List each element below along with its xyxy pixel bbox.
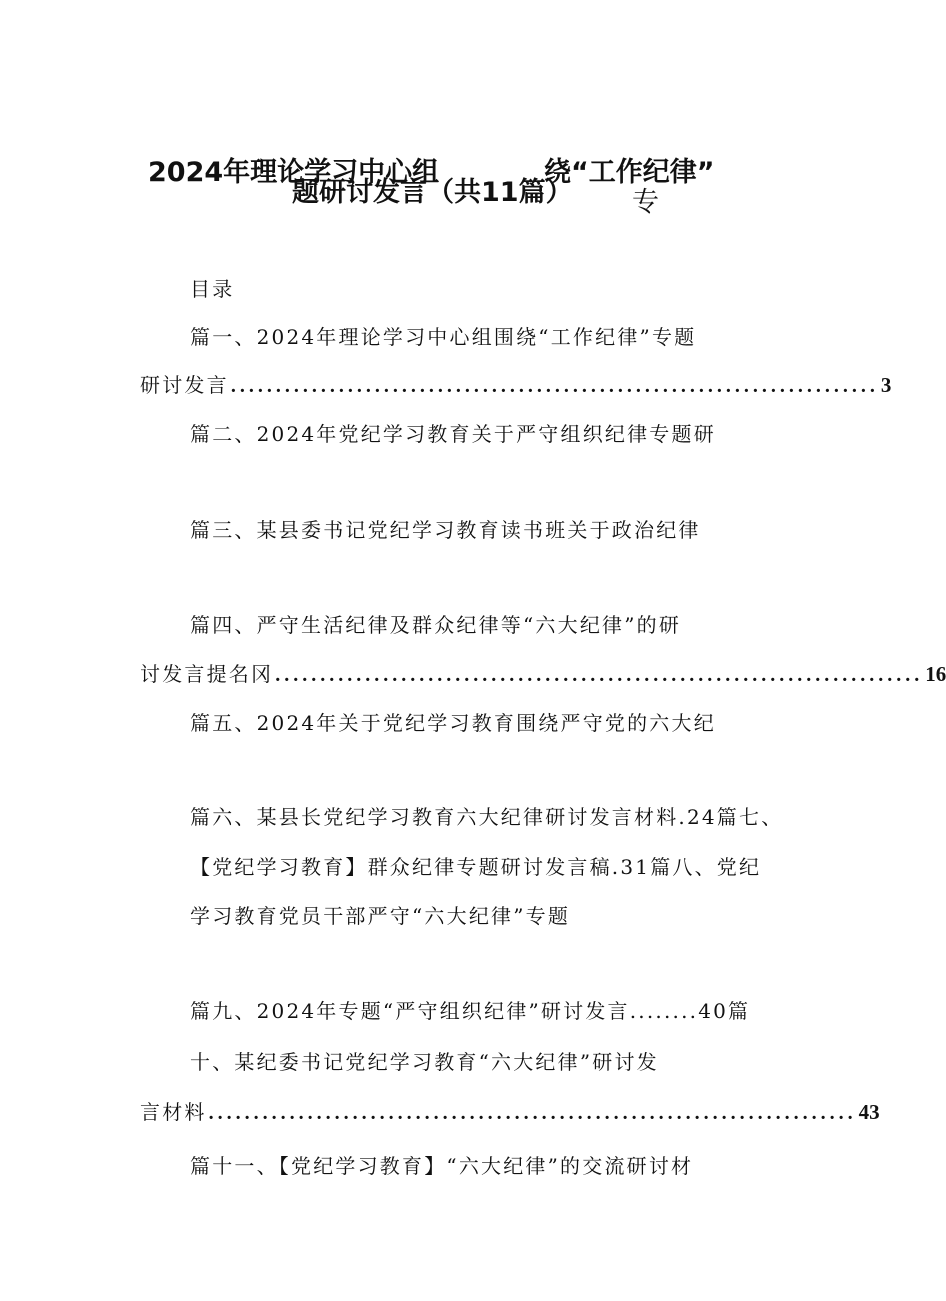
toc-entry-6-line-3[interactable]: 学习教育党员干部严守“六大纪律”专题 <box>190 904 571 928</box>
toc-entry-9-line-2[interactable]: 十、某纪委书记党纪学习教育“六大纪律”研讨发 <box>190 1050 659 1074</box>
title-line-1-part-2: 绕“工作纪律” <box>544 157 715 188</box>
title-line-2-part-1: 题研讨发言（共11篇） <box>292 177 573 208</box>
toc-entry-5[interactable]: 篇五、2024年关于党纪学习教育围绕严守党的六大纪 <box>190 711 716 735</box>
toc-entry-6-line-1[interactable]: 篇六、某县长党纪学习教育六大纪律研讨发言材料.24篇七、 <box>190 805 784 829</box>
toc-entry-6-line-2[interactable]: 【党纪学习教育】群众纪律专题研讨发言稿.31篇八、党纪 <box>190 855 762 879</box>
toc-leader-dots: ........................................................................ <box>275 664 924 686</box>
toc-leader-dots: ........................................................................ <box>208 1102 857 1124</box>
toc-entry-1-line-2[interactable] <box>140 372 892 399</box>
toc-entry-4-line-2[interactable] <box>140 661 946 688</box>
toc-leader-dots: ........................................................................ <box>230 375 879 397</box>
toc-entry-10-page: 43 <box>858 1100 880 1124</box>
toc-entry-1-line-1[interactable]: 篇一、2024年理论学习中心组围绕“工作纪律”专题 <box>190 325 697 349</box>
toc-entry-2[interactable]: 篇二、2024年党纪学习教育关于严守组织纪律专题研 <box>190 422 716 446</box>
title-line-2-part-2: 专 <box>632 187 659 218</box>
toc-entry-9-line-3[interactable] <box>140 1099 880 1126</box>
toc-entry-9-line-1[interactable]: 篇九、2024年专题“严守组织纪律”研讨发言........40篇 <box>190 999 751 1023</box>
toc-entry-4-text: 讨发言提名冈 <box>140 662 274 686</box>
toc-entry-4-page: 16 <box>925 662 946 686</box>
toc-entry-1-text: 研讨发言 <box>140 373 229 397</box>
toc-entry-4-line-1[interactable]: 篇四、严守生活纪律及群众纪律等“六大纪律”的研 <box>190 613 682 637</box>
toc-entry-3[interactable]: 篇三、某县委书记党纪学习教育读书班关于政治纪律 <box>190 518 701 542</box>
toc-heading: 目录 <box>190 277 235 301</box>
toc-entry-1-page: 3 <box>880 373 892 397</box>
toc-entry-10-text: 言材料 <box>140 1100 207 1124</box>
title-line-1-part-1: 2024年理论学习中心组 <box>148 157 440 188</box>
toc-entry-11[interactable]: 篇十一、【党纪学习教育】“六大纪律”的交流研讨材 <box>190 1154 694 1178</box>
